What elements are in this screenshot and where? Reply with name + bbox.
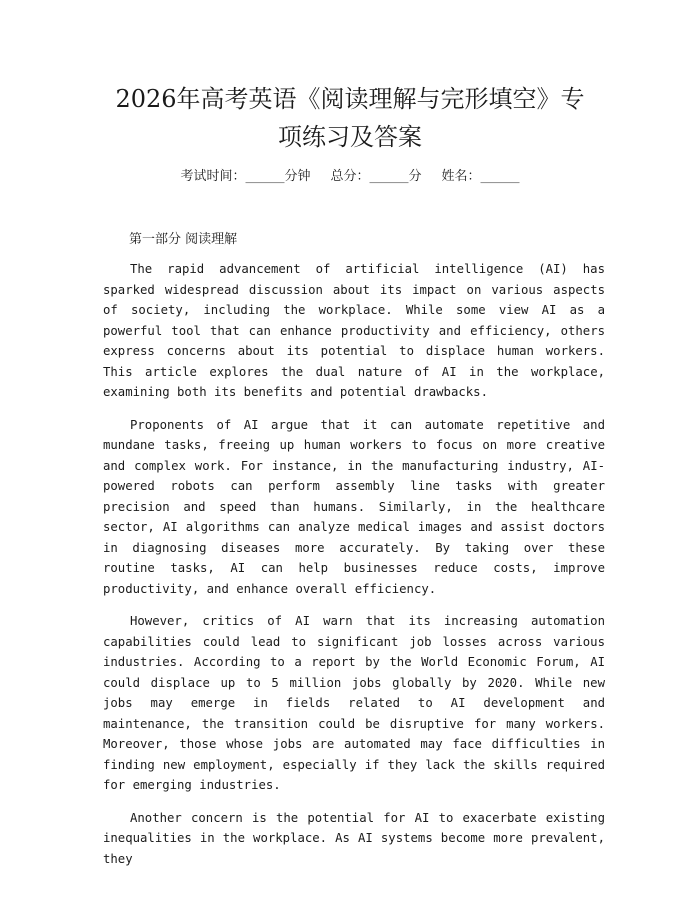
passage-paragraph-1: The rapid advancement of artificial intelligence (AI) has sparked widespread discussion about its impact on various aspects of society, including the workplace. While some view AI as a powerful tool that can enhance productivity and efficiency, others express concerns about its potential to displace human workers. This article explores the dual nature of AI in the workplace, examining both its benefits and potential drawbacks. — [103, 262, 605, 399]
title-line-2: 项练习及答案 — [278, 123, 422, 151]
section-heading: 第一部分 阅读理解 — [129, 232, 238, 247]
title-line-1: 2026年高考英语《阅读理解与完形填空》专 — [115, 85, 585, 113]
exam-info-line — [0, 168, 700, 186]
passage-body — [103, 259, 605, 881]
passage-paragraph-4: Another concern is the potential for AI to exacerbate existing inequalities in the workplace. As AI systems become more prevalent, they — [103, 810, 605, 866]
total-score-field: 总分：______分 — [330, 169, 422, 184]
passage-paragraph-2: Proponents of AI argue that it can automate repetitive and mundane tasks, freeing up human workers to focus on more creative and complex work. For instance, in the manufacturing industry, AI-powered robots can perform assembly line tasks with greater precision and speed than humans. Similarly, in the healthcare sector, AI algorithms can analyze medical images and assist doctors in diagnosing diseases more accurately. By taking over these routine tasks, AI can help businesses reduce costs, improve productivity, and enhance overall efficiency. — [103, 417, 605, 596]
document-title — [60, 80, 640, 156]
passage-paragraph-3: However, critics of AI warn that its increasing automation capabilities could lead to significant job losses across various industries. According to a report by the World Economic Forum, AI could displace up to 5 million jobs globally by 2020. While new jobs may emerge in fields related to AI development and maintenance, the transition could be disruptive for many workers. Moreover, those whose jobs are automated may face difficulties in finding new employment, especially if they lack the skills required for emerging industries. — [103, 614, 605, 792]
exam-time-field: 考试时间：______分钟 — [180, 169, 311, 184]
student-name-field: 姓名：______ — [441, 169, 520, 184]
